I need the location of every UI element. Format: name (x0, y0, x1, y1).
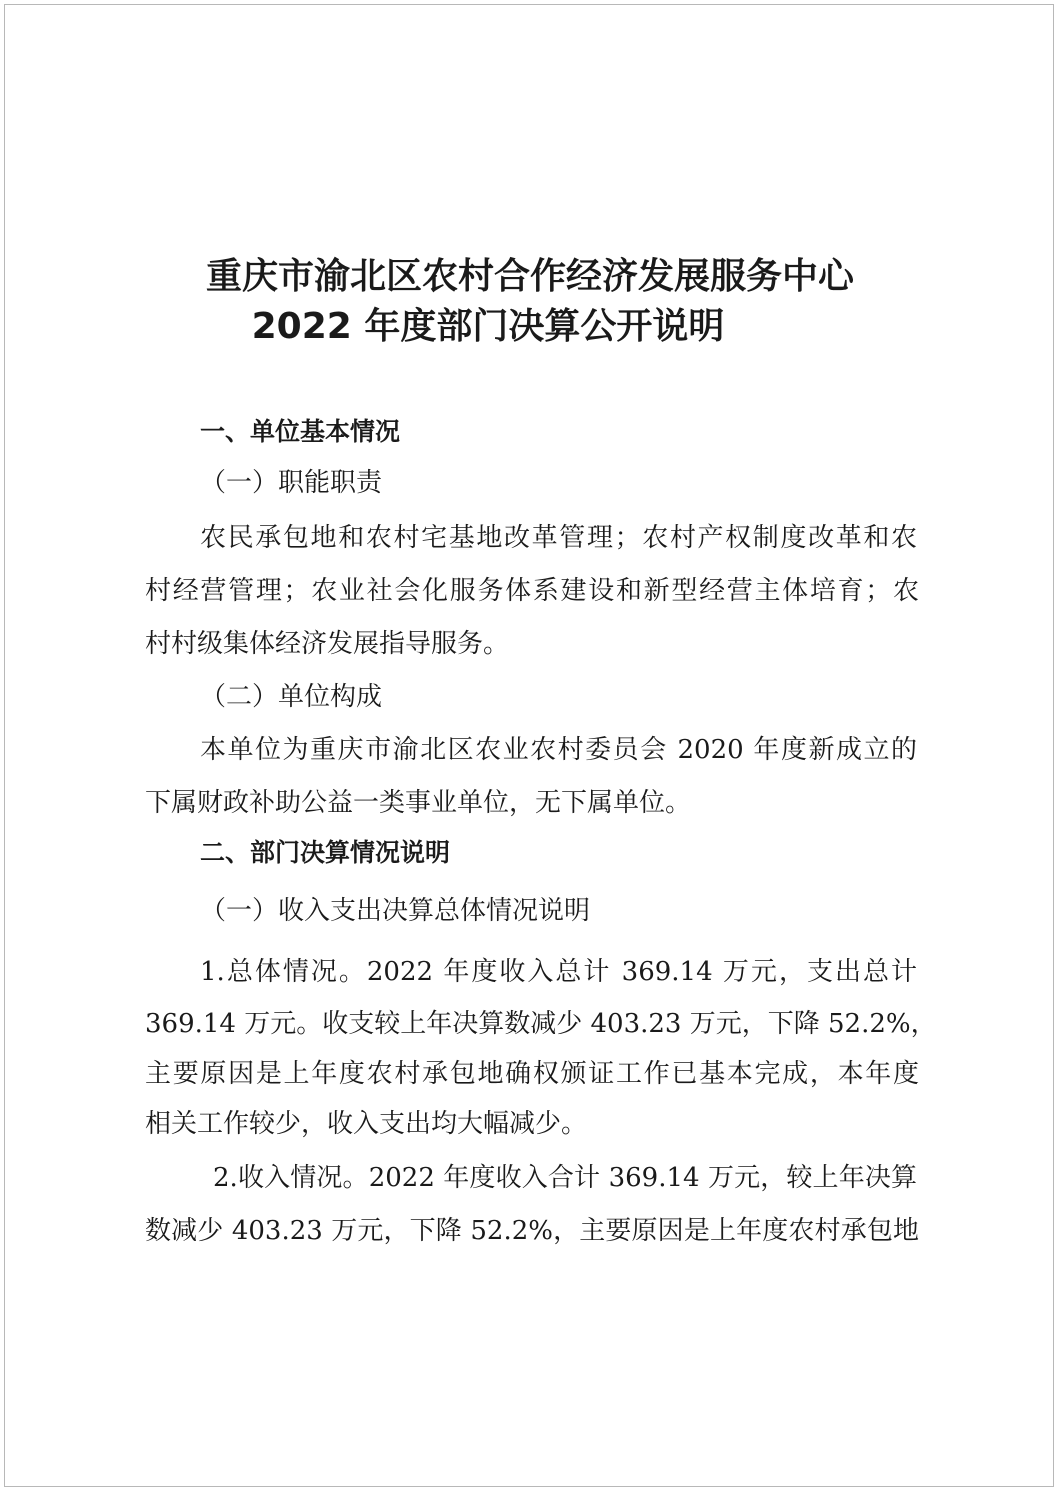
document-title-line-2: 2022 年度部门决算公开说明 (251, 306, 725, 347)
paragraph-line: 农民承包地和农村宅基地改革管理；农村产权制度改革和农 (200, 523, 917, 553)
paragraph-line: 村村级集体经济发展指导服务。 (145, 629, 510, 659)
subsection-2-1-heading: （一）收入支出决算总体情况说明 (200, 896, 591, 926)
paragraph-line: 主要原因是上年度农村承包地确权颁证工作已基本完成，本年度 (145, 1059, 919, 1089)
paragraph-line: 369.14 万元。收支较上年决算数减少 403.23 万元，下降 52.2%， (145, 1009, 937, 1039)
section-2-heading: 二、部门决算情况说明 (200, 838, 451, 867)
paragraph-line: 村经营管理；农业社会化服务体系建设和新型经营主体培育；农 (145, 576, 919, 606)
paragraph-line: 2.收入情况。2022 年度收入合计 369.14 万元，较上年决算 (213, 1163, 917, 1193)
document-title-line-1: 重庆市渝北区农村合作经济发展服务中心 (205, 256, 854, 297)
section-1-heading: 一、单位基本情况 (200, 417, 401, 446)
paragraph-line: 1.总体情况。2022 年度收入总计 369.14 万元，支出总计 (200, 957, 917, 987)
paragraph-line: 本单位为重庆市渝北区农业农村委员会 2020 年度新成立的 (200, 735, 917, 765)
paragraph-line: 数减少 403.23 万元，下降 52.2%，主要原因是上年度农村承包地 (145, 1216, 919, 1246)
subsection-1-1-heading: （一）职能职责 (200, 468, 383, 498)
subsection-1-2-heading: （二）单位构成 (200, 682, 383, 712)
paragraph-line: 下属财政补助公益一类事业单位，无下属单位。 (145, 788, 692, 818)
paragraph-line: 相关工作较少，收入支出均大幅减少。 (145, 1109, 588, 1139)
